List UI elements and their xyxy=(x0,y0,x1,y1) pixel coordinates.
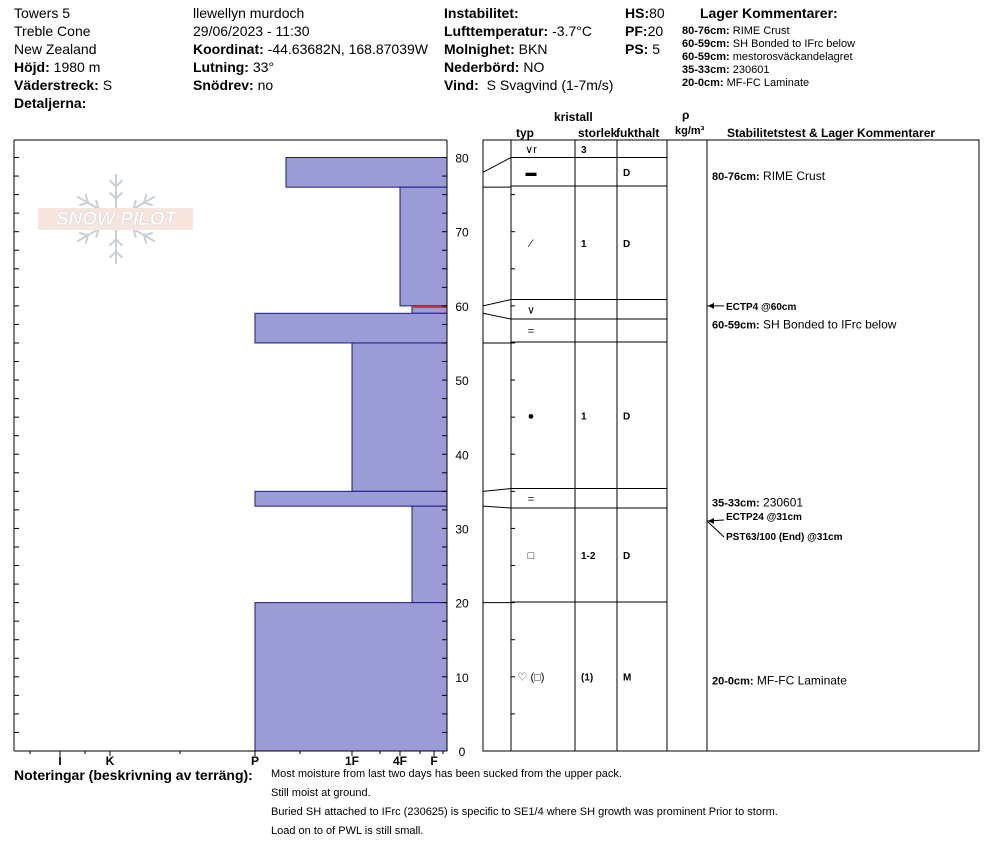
coord-value: -44.63682N, 168.87039W xyxy=(267,41,428,57)
logo-text: SNOW PILOT xyxy=(55,209,177,230)
grain-size: 1 xyxy=(581,238,587,250)
aspect-value: S xyxy=(102,77,113,93)
moisture: D xyxy=(623,411,631,423)
y-tick-label: 20 xyxy=(455,596,469,611)
table-frame xyxy=(483,140,979,751)
elevation-label: Höjd: xyxy=(14,59,50,75)
x-tick-label: 1F xyxy=(344,754,360,768)
layer-note-range: 35-33cm: xyxy=(712,497,760,510)
hs-value: 80 xyxy=(649,5,665,21)
x-tick-label: K xyxy=(105,754,115,768)
grain-size: 1 xyxy=(581,411,587,423)
precip-label: Nederbörd: xyxy=(444,59,520,75)
x-tick-label: F xyxy=(430,754,438,768)
test-arrow xyxy=(707,521,724,537)
hardness-layer xyxy=(255,603,447,751)
layer-note-text: 230601 xyxy=(759,495,804,510)
wind-label: Vind: xyxy=(444,77,479,93)
col-moisture: fukthalt xyxy=(616,126,660,140)
snowflake-branch xyxy=(79,233,88,235)
y-tick-label: 30 xyxy=(455,522,469,537)
grain-type-symbol: ● xyxy=(527,410,535,423)
test-arrowhead xyxy=(708,303,714,309)
row-connector xyxy=(483,489,511,492)
grain-type-symbol: ⁄ xyxy=(530,237,532,250)
row-connector xyxy=(483,158,511,173)
layer-note-range: 20-0cm: xyxy=(712,675,754,688)
y-tick-label: 10 xyxy=(455,670,469,685)
moisture: M xyxy=(623,672,632,684)
stability-test: ECTP24 @31cm xyxy=(726,512,802,524)
y-tick-label: 50 xyxy=(455,374,469,389)
col-rho: ρ xyxy=(682,108,690,122)
slope-value: 33° xyxy=(252,59,275,75)
note-line: Most moisture from last two days has been sucked from the upper pack. xyxy=(271,768,622,780)
ps-value: 5 xyxy=(652,41,661,57)
layer-note xyxy=(712,674,847,688)
row-connector xyxy=(483,300,511,306)
layer-comment: 60-59cm: mestorosväckandelagret xyxy=(682,51,853,63)
layer-note-text: SH Bonded to IFrc below xyxy=(759,317,897,332)
drift-label: Snödrev: xyxy=(193,77,254,93)
aspect-label: Väderstreck: xyxy=(14,77,99,93)
note-line: Buried SH attached to IFrc (230625) is specific to SE1/4 where SH growth was prominent Prior to storm. xyxy=(271,806,778,818)
y-tick-label: 70 xyxy=(455,225,469,240)
precip-value: NO xyxy=(523,59,545,75)
note-line: Still moist at ground. xyxy=(271,787,371,799)
hardness-layer xyxy=(412,506,447,602)
layer-comment: 80-76cm: RIME Crust xyxy=(682,25,790,37)
stability-column xyxy=(707,169,897,687)
col-density-unit: kg/m³ xyxy=(675,125,705,137)
x-tick-label: 4F xyxy=(392,754,408,768)
y-tick-label: 80 xyxy=(455,151,469,166)
observer: llewellyn murdoch xyxy=(193,5,305,21)
snowpilot-logo xyxy=(38,174,193,264)
layer-note-text: RIME Crust xyxy=(759,169,826,184)
grain-type-symbol: ∨r xyxy=(525,143,537,156)
grain-size: 3 xyxy=(581,144,587,156)
x-tick-label: P xyxy=(250,754,260,768)
hardness-layer xyxy=(286,158,447,188)
layer-note xyxy=(712,495,803,509)
layer-note xyxy=(712,317,897,331)
instability-label: Instabilitet: xyxy=(444,5,519,21)
x-tick-label: I xyxy=(58,754,62,768)
snowflake-branch xyxy=(79,203,88,205)
layer-note xyxy=(712,169,826,183)
drift-value: no xyxy=(257,77,274,93)
sky-value: BKN xyxy=(518,41,548,57)
airtemp-value: -3.7°C xyxy=(552,23,592,39)
datetime: 29/06/2023 - 11:30 xyxy=(193,23,310,39)
layer-comment: 60-59cm: SH Bonded to IFrc below xyxy=(682,38,856,50)
grain-size: (1) xyxy=(581,672,594,684)
layer-note-range: 60-59cm: xyxy=(712,319,760,332)
row-connector xyxy=(483,506,511,508)
pf-value: 20 xyxy=(647,23,664,39)
location: Towers 5 xyxy=(14,5,71,21)
airtemp-label: Lufttemperatur: xyxy=(444,23,549,39)
grain-type-symbol: = xyxy=(527,493,535,506)
layer-note-text: MF-FC Laminate xyxy=(753,673,847,688)
hardness-layer xyxy=(352,343,447,491)
y-tick-label: 60 xyxy=(455,299,469,314)
col-crystal: kristall xyxy=(554,110,593,124)
hardness-layer xyxy=(255,313,447,343)
grain-table xyxy=(483,140,979,751)
col-type: typ xyxy=(516,126,534,140)
col-size: storlek xyxy=(578,126,618,140)
area: Treble Cone xyxy=(14,23,91,39)
coord-label: Koordinat: xyxy=(193,41,264,57)
grain-type-symbol: ∨ xyxy=(526,304,536,317)
y-tick-label: 40 xyxy=(455,448,469,463)
slope-label: Lutning: xyxy=(193,59,249,75)
grain-type-symbol: = xyxy=(527,325,535,338)
layer-comment: 35-33cm: 230601 xyxy=(682,64,770,76)
grain-type-symbol: ▬ xyxy=(525,166,537,179)
moisture: D xyxy=(623,551,631,562)
stability-test: PST63/100 (End) @31cm xyxy=(726,532,843,544)
wind-value: S Svagvind (1-7m/s) xyxy=(486,77,614,93)
snowflake-branch xyxy=(144,233,153,235)
notes-label: Noteringar (beskrivning av terräng): xyxy=(14,767,253,783)
y-tick-label: 0 xyxy=(458,745,466,759)
pf-label: PF: xyxy=(625,23,648,39)
note-line: Load on to of PWL is still small. xyxy=(271,825,424,837)
layer-comments-title: Lager Kommentarer: xyxy=(700,5,838,21)
col-stability: Stabilitetstest & Lager Kommentarer xyxy=(727,126,936,140)
stability-test: ECTP4 @60cm xyxy=(726,301,797,313)
hs-label: HS: xyxy=(625,5,650,21)
layer-comment: 20-0cm: MF-FC Laminate xyxy=(682,77,810,89)
layer-note-range: 80-76cm: xyxy=(712,171,760,184)
moisture: D xyxy=(623,167,631,179)
sky-label: Molnighet: xyxy=(444,41,515,57)
grain-type-symbol: ♡ (□) xyxy=(517,671,545,684)
grain-type-symbol: □ xyxy=(527,550,535,562)
hardness-layer xyxy=(400,187,447,306)
grain-size: 1-2 xyxy=(581,551,596,562)
elevation-value: 1980 m xyxy=(53,59,101,75)
row-connector xyxy=(483,313,511,319)
hardness-layer xyxy=(255,491,447,506)
ps-label: PS: xyxy=(625,41,649,57)
details-label: Detaljerna: xyxy=(14,95,87,111)
moisture: D xyxy=(623,238,631,250)
country: New Zealand xyxy=(14,41,97,57)
snowflake-branch xyxy=(144,203,153,205)
